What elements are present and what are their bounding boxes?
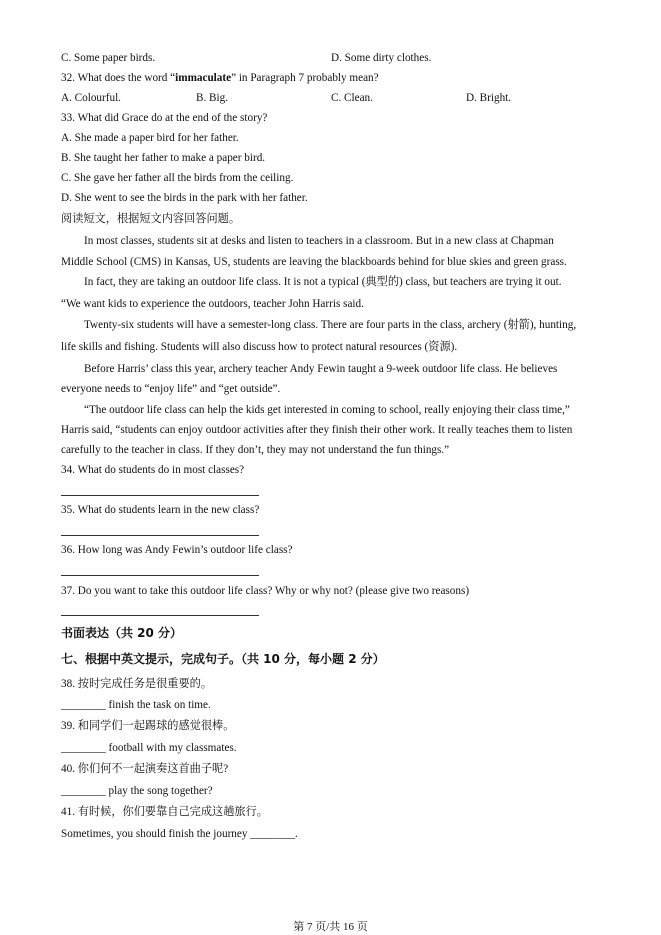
item-39-en: ________ football with my classmates.: [61, 742, 237, 754]
section-writing-title: 书面表达（共 20 分）: [61, 626, 183, 640]
passage-line: “We want kids to experience the outdoors, teacher John Harris said.: [61, 298, 364, 310]
q33-option-b: B. She taught her father to make a paper bird.: [61, 152, 266, 164]
question-34: 34. What do students do in most classes?: [61, 464, 245, 476]
passage-line: In most classes, students sit at desks and listen to teachers in a classroom. But in a new class at Chapman: [84, 235, 554, 247]
item-41-cn: 41. 有时候，你们要靠自己完成这趟旅行。: [61, 806, 268, 818]
q32-pre: 32. What does the word “: [61, 72, 176, 84]
question-32: [61, 71, 379, 85]
passage-line: “The outdoor life class can help the kids get interested in coming to school, really enjoying their class time,”: [84, 404, 570, 416]
question-33: 33. What did Grace do at the end of the story?: [61, 112, 268, 124]
item-41-en: Sometimes, you should finish the journey ________.: [61, 828, 298, 840]
q32-option-c: C. Clean.: [331, 92, 373, 104]
reading-instruction: 阅读短文，根据短文内容回答问题。: [61, 213, 241, 225]
question-36: 36. How long was Andy Fewin’s outdoor life class?: [61, 544, 293, 556]
option-c-prev: C. Some paper birds.: [61, 52, 156, 64]
q32-option-b: B. Big.: [196, 92, 229, 104]
item-38-cn: 38. 按时完成任务是很重要的。: [61, 678, 213, 690]
part-seven-title: 七、根据中英文提示，完成句子。（共 10 分，每小题 2 分）: [61, 652, 385, 666]
item-40-en: ________ play the song together?: [61, 785, 213, 797]
q32-post: ” in Paragraph 7 probably mean?: [231, 72, 379, 84]
passage-line: In fact, they are taking an outdoor life class. It is not a typical (典型的) class, but teachers are trying it out.: [84, 276, 562, 288]
q33-option-c: C. She gave her father all the birds from the ceiling.: [61, 172, 294, 184]
question-35: 35. What do students learn in the new class?: [61, 504, 260, 516]
passage-line: Before Harris’ class this year, archery teacher Andy Fewin taught a 9-week outdoor life class. He believes: [84, 363, 558, 375]
q32-option-d: D. Bright.: [466, 92, 512, 104]
q33-option-a: A. She made a paper bird for her father.: [61, 132, 239, 144]
answer-line-37[interactable]: [61, 615, 259, 616]
passage-line: everyone needs to “enjoy life” and “get outside”.: [61, 383, 281, 395]
passage-line: Twenty-six students will have a semester-long class. There are four parts in the class, archery (射箭), hunting,: [84, 319, 577, 331]
passage-line: Middle School (CMS) in Kansas, US, students are leaving the blackboards behind for blue skies and green grass.: [61, 256, 567, 268]
q32-word: immaculate: [175, 72, 232, 84]
item-39-cn: 39. 和同学们一起踢球的感觉很棒。: [61, 720, 235, 732]
q33-option-d: D. She went to see the birds in the park with her father.: [61, 192, 308, 204]
question-37: 37. Do you want to take this outdoor life class? Why or why not? (please give two reasons): [61, 585, 470, 597]
passage-line: life skills and fishing. Students will also discuss how to protect natural resources (资源).: [61, 341, 458, 353]
passage-line: Harris said, “students can enjoy outdoor activities after they finish their other work. It really teaches them to listen: [61, 424, 573, 436]
answer-line-35[interactable]: [61, 535, 259, 536]
passage-line: carefully to the teacher in class. If they don’t, they may not understand the fun things.”: [61, 444, 450, 456]
answer-line-34[interactable]: [61, 495, 259, 496]
item-40-cn: 40. 你们何不一起演奏这首曲子呢?: [61, 763, 229, 775]
option-d-prev: D. Some dirty clothes.: [331, 52, 432, 64]
item-38-en: ________ finish the task on time.: [61, 699, 211, 711]
page-footer: 第 7 页/共 16 页: [293, 921, 368, 933]
answer-line-36[interactable]: [61, 575, 259, 576]
q32-option-a: A. Colourful.: [61, 92, 121, 104]
